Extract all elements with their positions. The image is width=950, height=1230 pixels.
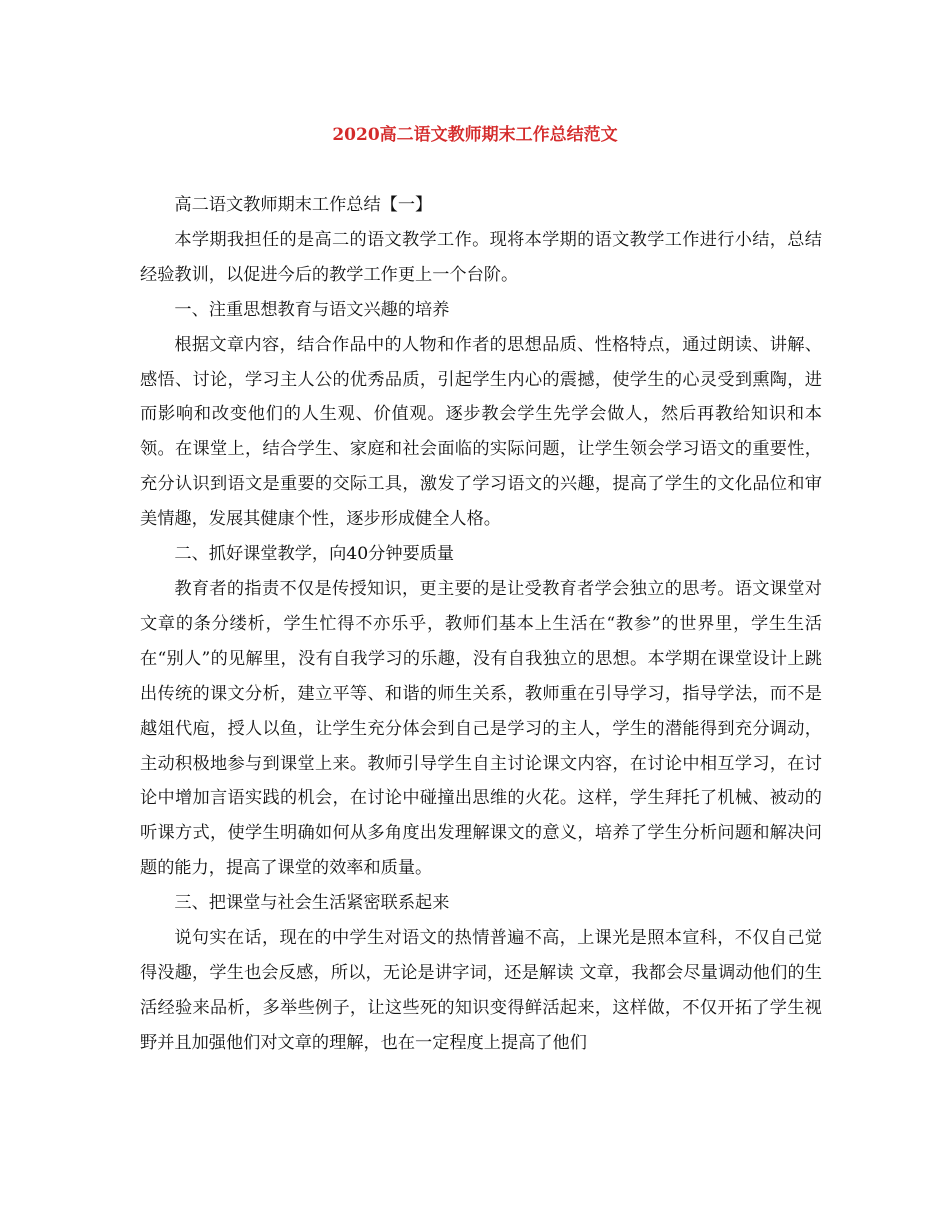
intro-paragraph: 本学期我担任的是高二的语文教学工作。现将本学期的语文教学工作进行小结，总结经验教训，以促进今后的教学工作更上一个台阶。 [140,229,822,285]
body-paragraph-3: 说句实在话，现在的中学生对语文的热情普遍不高，上课光是照本宣科，不仅自己觉得没趣，学生也会反感，所以，无论是讲字词，还是解读 文章，我都会尽量调动他们的生活经验来品析，多举些例子，让这些死的知识变得鲜活起来，这样做，不仅开拓了学生视野并且加强他们对文章的理解，也在一定程度上提高了他们 [140,928,822,1053]
document-body [140,188,822,1061]
section-heading-1: 高二语文教师期末工作总结【一】 [174,195,433,215]
body-paragraph-1: 根据文章内容，结合作品中的人物和作者的思想品质、性格特点，通过朗读、讲解、感悟、讨论，学习主人公的优秀品质，引起学生内心的震撼，使学生的心灵受到熏陶，进而影响和改变他们的人生观、价值观。逐步教会学生先学会做人，然后再教给知识和本领。在课堂上，结合学生、家庭和社会面临的实际问题，让学生领会学习语文的重要性，充分认识到语文是重要的交际工具，激发了学习语文的兴趣，提高了学生的文化品位和审美情趣，发展其健康个性，逐步形成健全人格。 [140,334,822,530]
subheading-3: 三、把课堂与社会生活紧密联系起来 [174,893,450,914]
body-paragraph-2: 教育者的指责不仅是传授知识，更主要的是让受教育者学会独立的思考。语文课堂对文章的条分缕析，学生忙得不亦乐乎，教师们基本上生活在“教参”的世界里，学生生活在“别人”的见解里，没有自我学习的乐趣，没有自我独立的思想。本学期在课堂设计上跳出传统的课文分析，建立平等、和谐的师生关系，教师重在引导学习，指导学法，而不是越俎代庖，授人以鱼，让学生充分体会到自己是学习的主人，学生的潜能得到充分调动，主动积极地参与到课堂上来。教师引导学生自主讨论课文内容，在讨论中相互学习，在讨论中增加言语实践的机会，在讨论中碰撞出思维的火花。这样，学生拜托了机械、被动的听课方式，使学生明确如何从多角度出发理解课文的意义，培养了学生分析问题和解决问题的能力，提高了课堂的效率和质量。 [140,578,822,879]
document-title: 2020高二语文教师期末工作总结范文 [332,125,618,145]
subheading-2: 二、抓好课堂教学，向40分钟要质量 [174,544,455,565]
subheading-1: 一、注重思想教育与语文兴趣的培养 [174,299,450,320]
